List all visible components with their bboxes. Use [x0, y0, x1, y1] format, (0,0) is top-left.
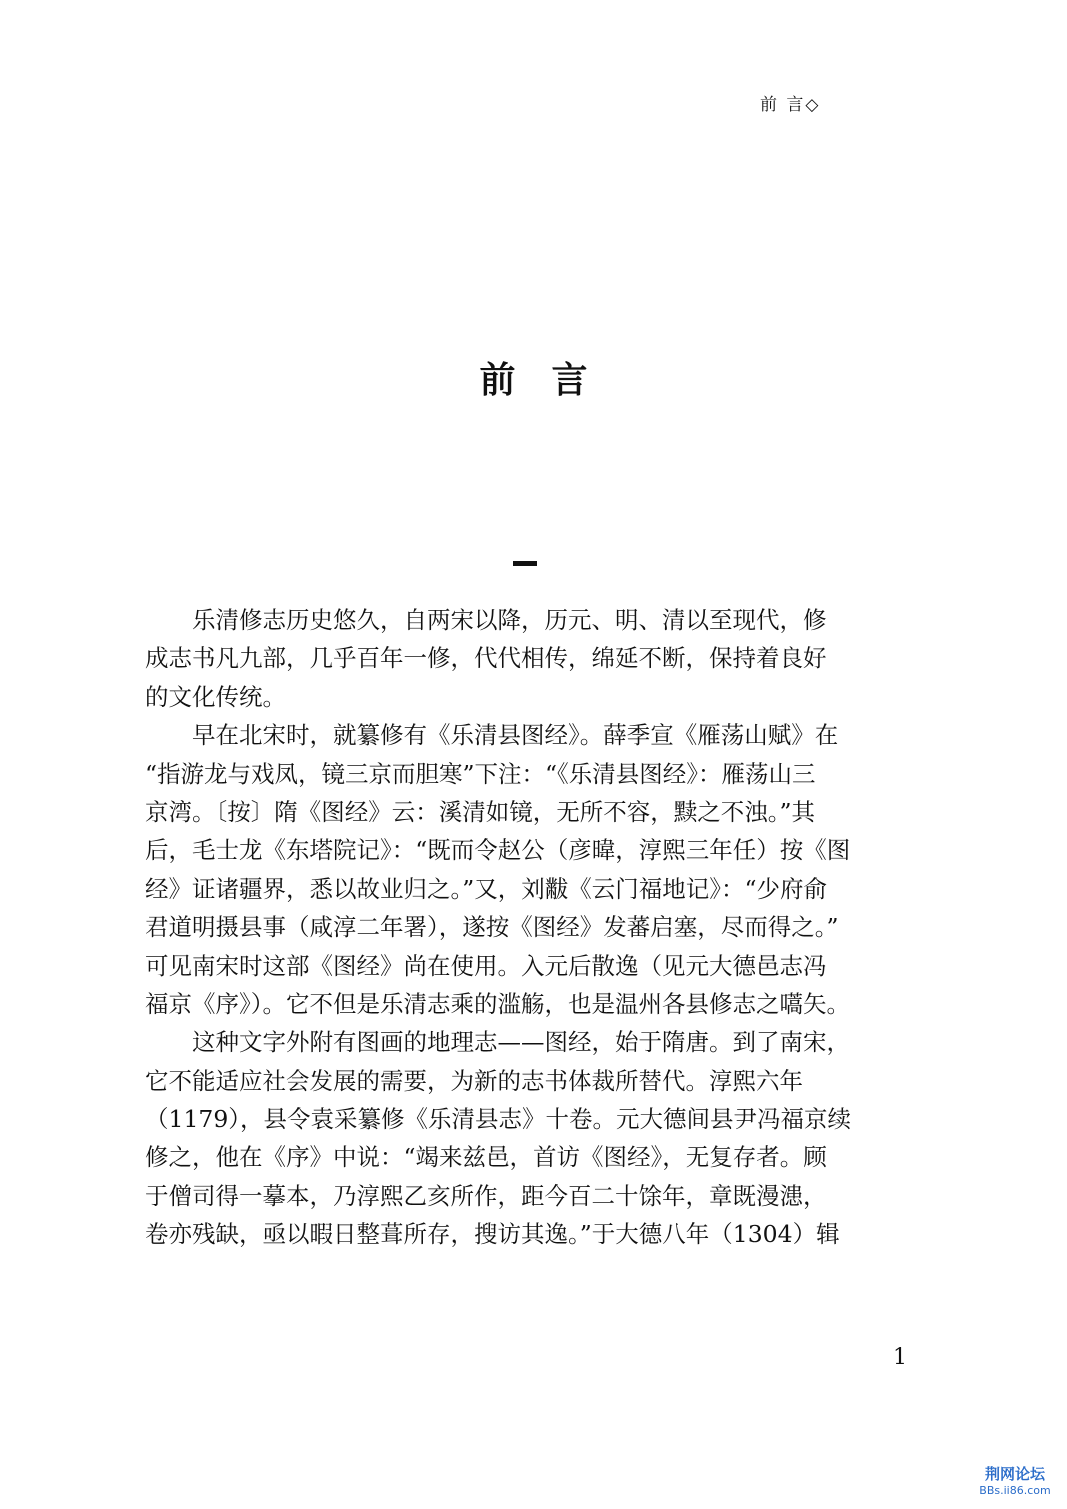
body-line: 可见南宋时这部《图经》尚在使用。入元后散逸（见元大德邑志冯	[145, 951, 827, 980]
body-line: 乐清修志历史悠久，自两宋以降，历元、明、清以至现代，修	[145, 606, 827, 634]
body-line: 京湾。〔按〕隋《图经》云：溪清如镜，无所不容，黩之不浊。”其	[145, 797, 816, 826]
watermark	[965, 1464, 1065, 1498]
body-line: 后，毛士龙《东塔院记》：“既而令赵公（彦暐，淳熙三年任）按《图	[145, 836, 851, 865]
body-line: 修之，他在《序》中说：“竭来兹邑，首访《图经》，无复存者。顾	[145, 1143, 827, 1172]
body-line: “指游龙与戏凤，镜三京而胆寒”下注：“《乐清县图经》：雁荡山三	[145, 759, 816, 788]
body-text	[145, 601, 907, 1254]
watermark-title: 荆网论坛	[984, 1465, 1045, 1483]
body-line: 福京《序》）。它不但是乐清志乘的滥觞，也是温州各县修志之嚆矢。	[145, 989, 850, 1018]
section-number-mark	[513, 561, 537, 566]
body-line: 它不能适应社会发展的需要，为新的志书体裁所替代。淳熙六年	[145, 1066, 803, 1095]
body-line: 经》证诸疆界，悉以故业归之。”又，刘黻《云门福地记》：“少府俞	[145, 874, 828, 903]
body-line: 卷亦残缺，亟以暇日整葺所存，搜访其逸。”于大德八年（1304）辑	[145, 1220, 840, 1249]
body-line: 成志书凡九部，几乎百年一修，代代相传，绵延不断，保持着良好	[145, 644, 827, 673]
body-line: 于僧司得一摹本，乃淳熙乙亥所作，距今百二十馀年，章既漫漶，	[145, 1181, 827, 1210]
body-line: （1179），县令袁采纂修《乐清县志》十卷。元大德间县尹冯福京续	[145, 1105, 852, 1134]
body-line: 早在北宋时，就纂修有《乐清县图经》。薛季宣《雁荡山赋》在	[145, 721, 839, 750]
body-line: 君道明摄县事（咸淳二年署），遂按《图经》发蕃启塞，尽而得之。”	[145, 913, 839, 942]
page-number: 1	[893, 1345, 907, 1370]
running-header: 前 言◇	[760, 95, 821, 115]
body-line: 这种文字外附有图画的地理志——图经，始于隋唐。到了南宋，	[145, 1028, 850, 1057]
watermark-url: BBs.ii86.com	[979, 1484, 1051, 1497]
body-line: 的文化传统。	[145, 682, 286, 711]
page-title: 前言	[479, 360, 624, 401]
